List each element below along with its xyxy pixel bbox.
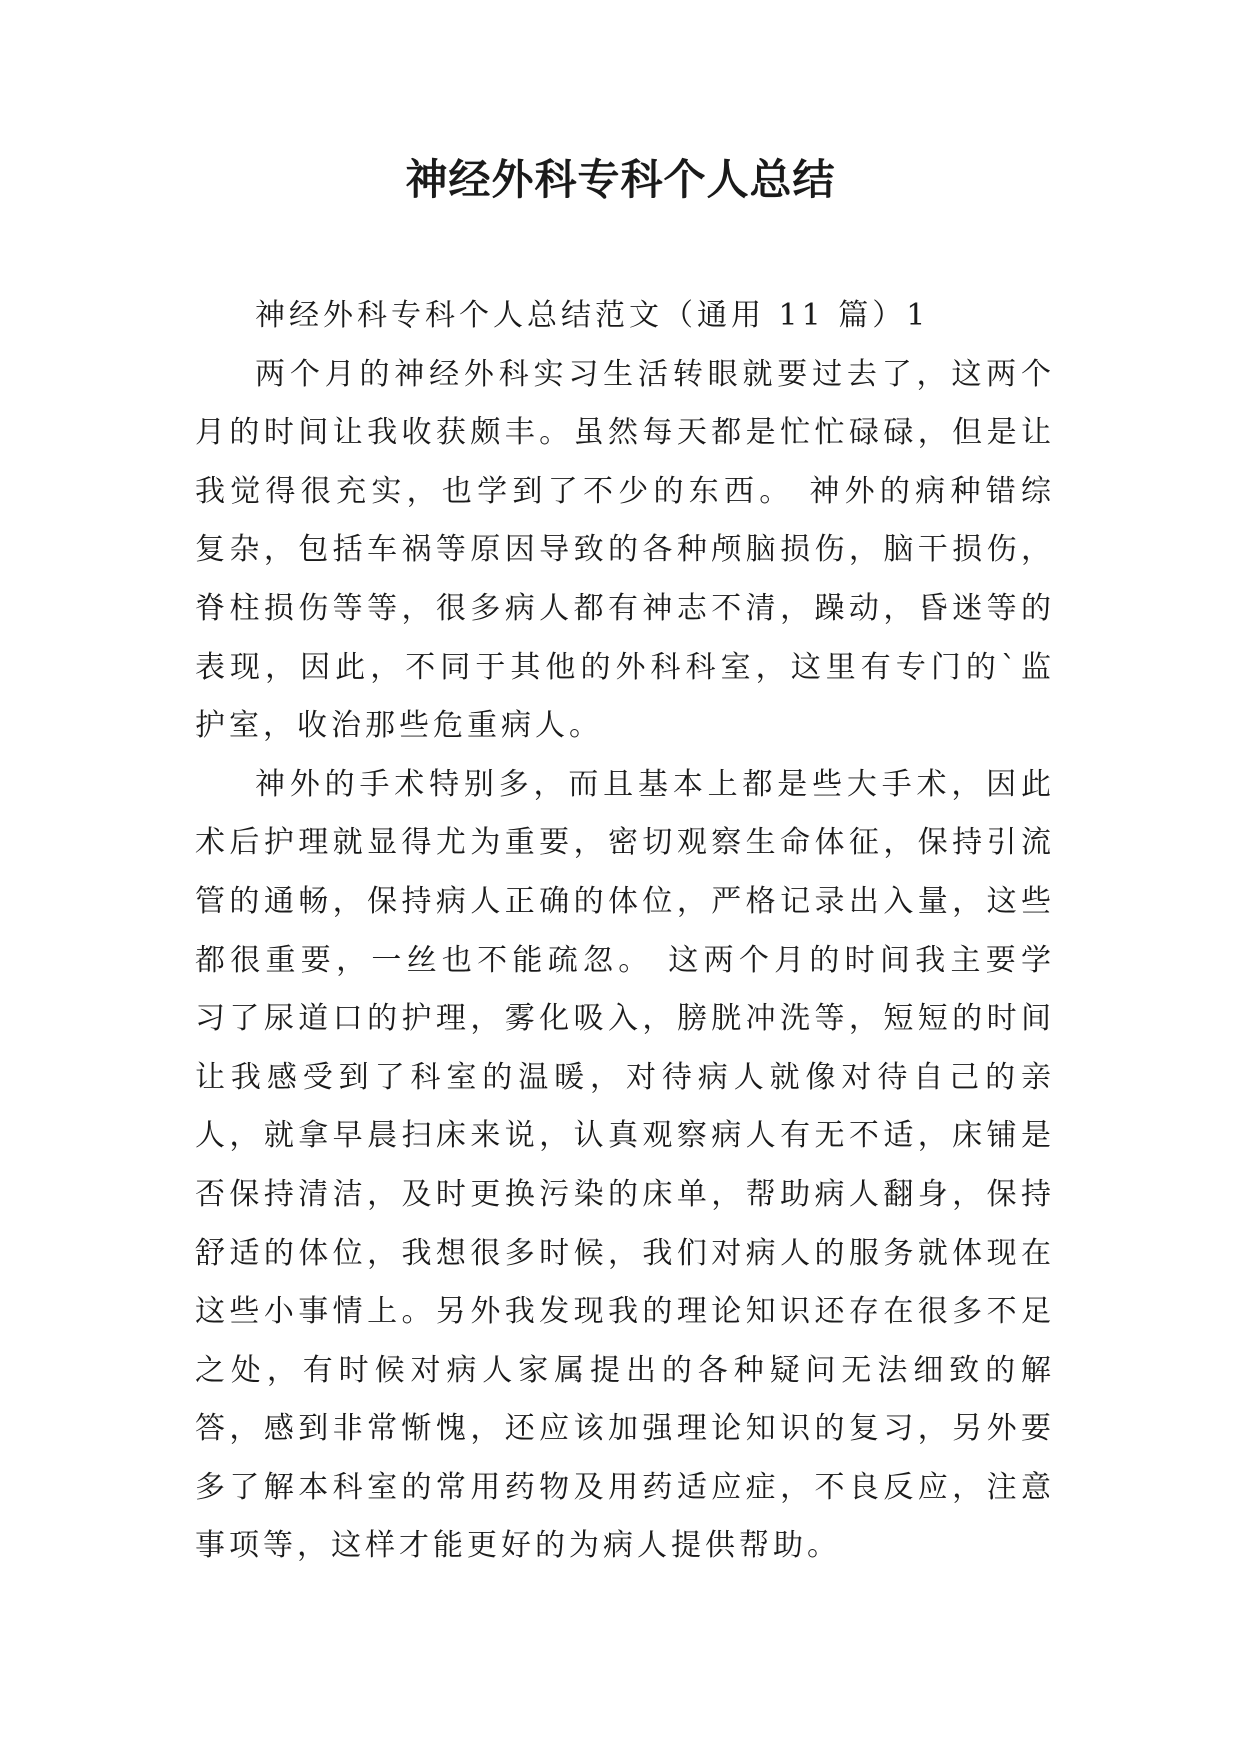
document-title: 神经外科专科个人总结 (405, 155, 836, 204)
paragraph: 两个月的神经外科实习生活转眼就要过去了，这两个月的时间让我收获颇丰。虽然每天都是忙忙碌碌，但是让我觉得很充实，也学到了不少的东西。 神外的病种错综复杂，包括车祸等原因导致的各种颅脑损伤，脑干损伤，脊柱损伤等等，很多病人都有神志不清，躁动，昏迷等的表现，因此，不同于其他的外科科室，这里有专门的`监护室，收治那些危重病人。 (195, 356, 1055, 744)
paragraph: 神外的手术特别多，而且基本上都是些大手术，因此术后护理就显得尤为重要，密切观察生命体征，保持引流管的通畅，保持病人正确的体位，严格记录出入量，这些都很重要，一丝也不能疏忽。 这两个月的时间我主要学习了尿道口的护理，雾化吸入，膀胱冲洗等，短短的时间让我感受到了科室的温暖，对待病人就像对待自己的亲人，就拿早晨扫床来说，认真观察病人有无不适，床铺是否保持清洁，及时更换污染的床单，帮助病人翻身，保持舒适的体位，我想很多时候，我们对病人的服务就体现在这些小事情上。另外我发现我的理论知识还存在很多不足之处，有时候对病人家属提出的各种疑问无法细致的解答，感到非常惭愧，还应该加强理论知识的复习，另外要多了解本科室的常用药物及用药适应症，不良反应，注意事项等，这样才能更好的为病人提供帮助。 (195, 766, 1055, 1564)
document-body (195, 287, 1055, 1576)
paragraph-subtitle: 神经外科专科个人总结范文（通用 11 篇）1 (255, 298, 930, 333)
